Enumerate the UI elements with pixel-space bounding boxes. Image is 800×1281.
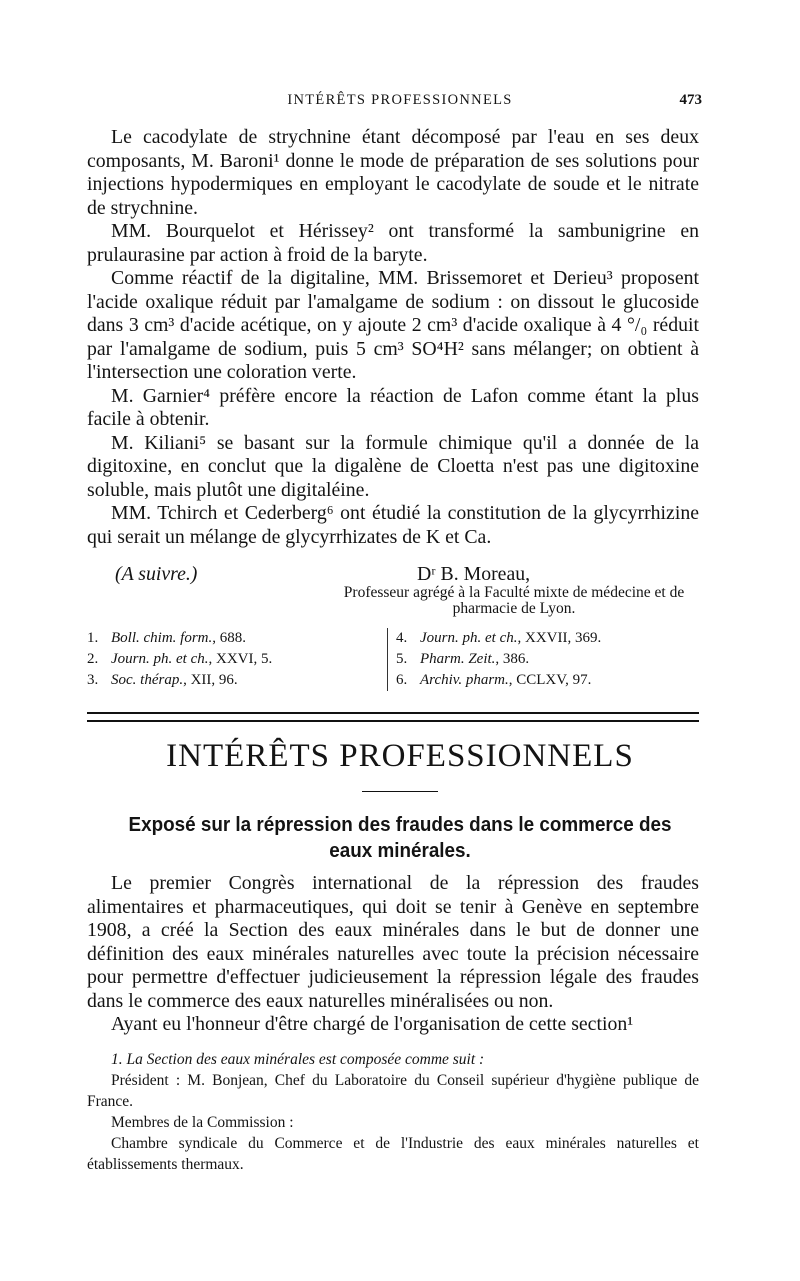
section-title: INTÉRÊTS PROFESSIONNELS [166, 738, 634, 774]
short-rule-divider [362, 791, 438, 792]
reference-item: 5. Pharm. Zeit., 386. [396, 651, 530, 667]
reference-item: 4. Journ. ph. et ch., XXVII, 369. [396, 630, 602, 646]
double-rule-divider [87, 712, 699, 722]
page-number: 473 [679, 92, 702, 108]
references-right [387, 628, 601, 691]
paragraph-garnier: M. Garnier⁴ préfère encore la réaction de Lafon comme étant la plus facile à obtenir. [87, 384, 699, 430]
paragraph-cacodylate: Le cacodylate de strychnine étant décomposé par l'eau en ses deux composants, M. Baroni¹ donne le mode de préparation de ses solutions pour injections hypodermiques en employant le cacodylate de soude et le nitrate de strychnine. [87, 126, 699, 219]
footnote-members-heading: Membres de la Commission : [111, 1114, 294, 1131]
reference-item: 1. Boll. chim. form., 688. [87, 630, 246, 646]
section-subtitle: Exposé sur la répression des fraudes dans le commerce des eaux minérales. [128, 813, 672, 862]
signature-block [87, 563, 699, 623]
paragraph-congres: Le premier Congrès international de la répression des fraudes alimentaires et pharmaceutiques, qui doit se tenir à Genève en septembre 1908, a créé la Section des eaux minérales dans le but de donner une définition des eaux minérales naturelles avec toute la précision nécessaire pour permettre d'effectuer judicieusement la répression légale des fraudes dans le commerce des eaux naturelles minéralisées ou non. [87, 872, 699, 1012]
references-left [87, 628, 272, 691]
paragraph-digitaline: Comme réactif de la digitaline, MM. Brissemoret et Derieu³ proposent l'acide oxalique réduit par l'amalgame de sodium : on dissout le glucoside dans 3 cm³ d'acide acétique, on y ajoute 2 cm³ d'acide oxalique à 4 °/₀ réduit par l'amalgame de sodium, puis 5 cm³ SO⁴H² sans mélanger; on obtient à l'intersection une coloration verte. [87, 267, 699, 383]
reference-item: 6. Archiv. pharm., CCLXV, 97. [396, 672, 592, 688]
paragraph-glycyrrhizine: MM. Tchirch et Cederberg⁶ ont étudié la constitution de la glycyrrhizine qui serait un mélange de glycyrrhizates de K et Ca. [87, 502, 699, 548]
top-text-block [87, 126, 699, 549]
footnote [87, 1049, 699, 1175]
author-title: Professeur agrégé à la Faculté mixte de médecine et de pharmacie de Lyon. [343, 584, 685, 617]
author-name: Dʳ B. Moreau, [417, 563, 531, 585]
reference-item: 3. Soc. thérap., XII, 96. [87, 672, 238, 688]
paragraph-sambunigrine: MM. Bourquelot et Hérissey² ont transformé la sambunigrine en prulaurasine par action à froid de la baryte. [87, 220, 699, 266]
references [87, 628, 699, 692]
running-title: INTÉRÊTS PROFESSIONNELS [287, 92, 513, 108]
paragraph-kiliani: M. Kiliani⁵ se basant sur la formule chimique qu'il a donnée de la digitoxine, en conclut que la digalène de Cloetta n'est pas une digitoxine soluble, mais plutôt une digitaléine. [87, 431, 699, 501]
footnote-president: Président : M. Bonjean, Chef du Laboratoire du Conseil supérieur d'hygiène publique de France. [87, 1072, 699, 1110]
a-suivre-note: (A suivre.) [115, 563, 198, 585]
bottom-text-block [87, 872, 699, 1037]
paragraph-organisation: Ayant eu l'honneur d'être chargé de l'organisation de cette section¹ [111, 1013, 634, 1035]
footnote-intro: 1. La Section des eaux minérales est composée comme suit : [111, 1051, 485, 1068]
running-head [0, 92, 800, 114]
footnote-chambre: Chambre syndicale du Commerce et de l'Industrie des eaux minérales naturelles et établissements thermaux. [87, 1135, 699, 1173]
reference-item: 2. Journ. ph. et ch., XXVI, 5. [87, 651, 273, 667]
